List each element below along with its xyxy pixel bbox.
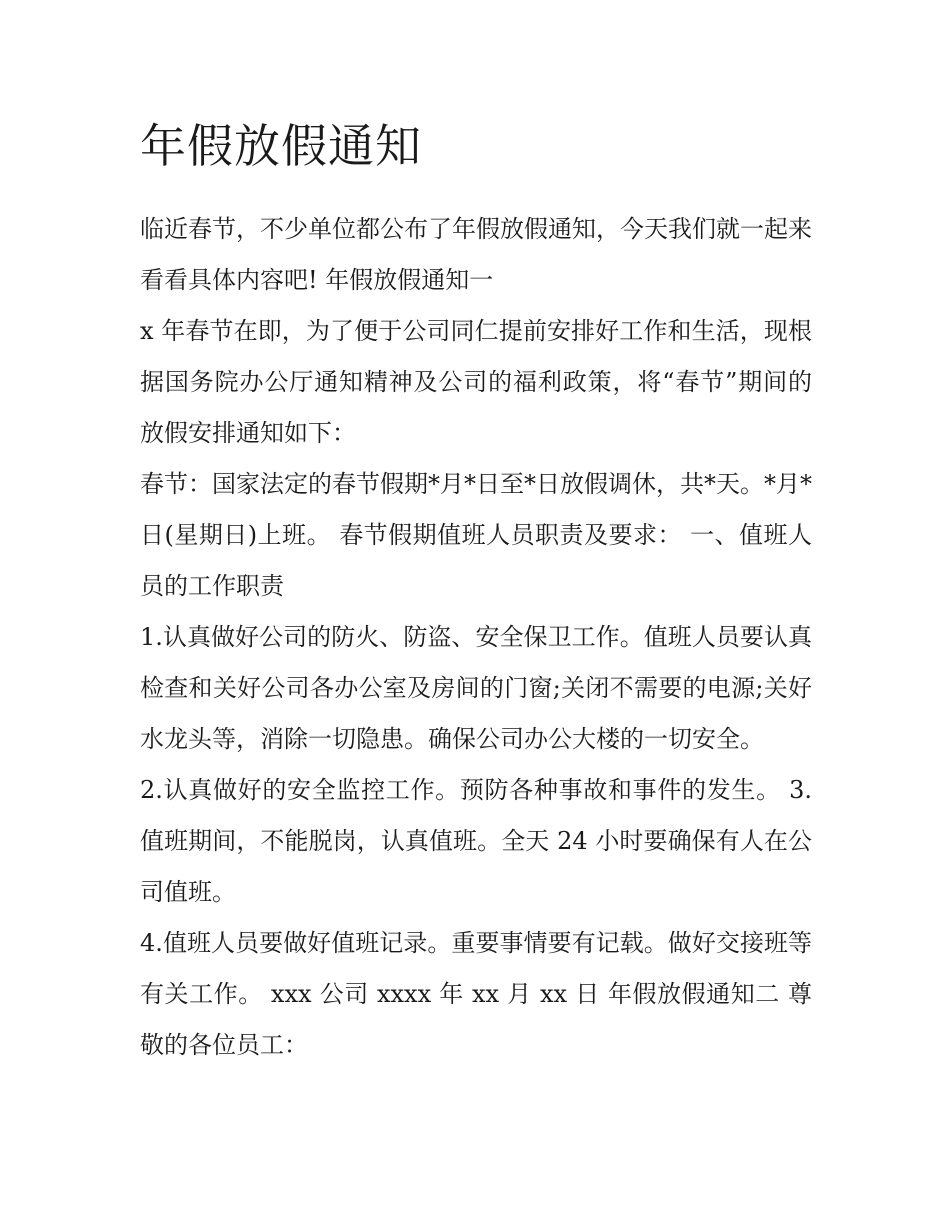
paragraph-holiday-schedule: 春节：国家法定的春节假期*月*日至*日放假调休，共*天。*月*日(星期日)上班。 春节假期值班人员职责及要求： 一、值班人员的工作职责	[140, 470, 812, 600]
page-title: 年假放假通知	[140, 119, 422, 173]
paragraph-duty-1: 1.认真做好公司的防火、防盗、安全保卫工作。值班人员要认真检查和关好公司各办公室及房间的门窗;关闭不需要的电源;关好水龙头等，消除一切隐患。确保公司办公大楼的一切安全。	[140, 623, 812, 753]
document-page	[140, 110, 812, 1071]
paragraph-intro: 临近春节，不少单位都公布了年假放假通知，今天我们就一起来看看具体内容吧! 年假放假通知一	[140, 215, 812, 294]
paragraph-notice: x 年春节在即，为了便于公司同仁提前安排好工作和生活，现根据国务院办公厅通知精神及公司的福利政策，将“春节”期间的放假安排通知如下：	[140, 317, 812, 447]
document-body	[140, 204, 812, 1071]
paragraph-duty-4: 4.值班人员要做好值班记录。重要事情要有记载。做好交接班等有关工作。 xxx 公司 xxxx 年 xx 月 xx 日 年假放假通知二 尊敬的各位员工：	[140, 929, 812, 1059]
paragraph-duty-2-3: 2.认真做好的安全监控工作。预防各种事故和事件的发生。 3.值班期间，不能脱岗，认真值班。全天 24 小时要确保有人在公司值班。	[140, 776, 812, 906]
